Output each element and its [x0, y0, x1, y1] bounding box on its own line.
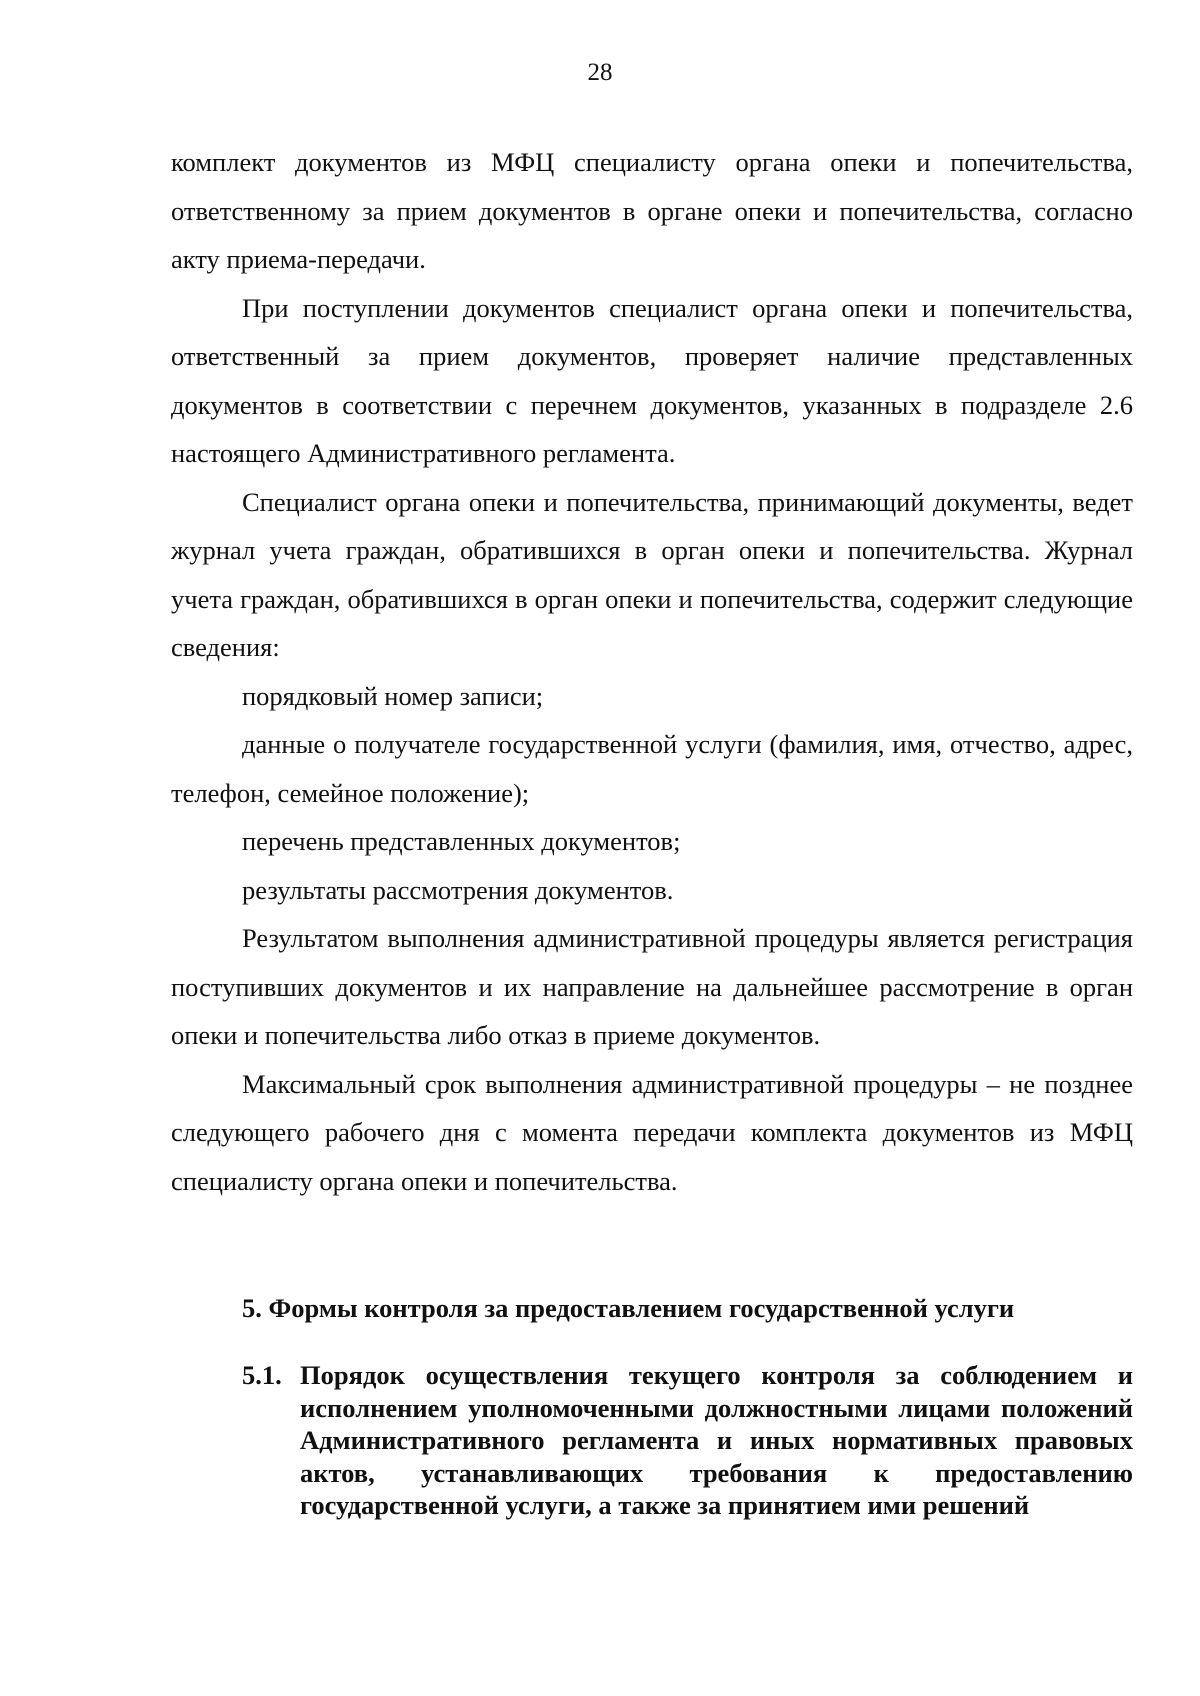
list-item-document-list: перечень представленных документов; — [242, 826, 681, 856]
list-item-recipient-data: данные о получателе государственной услуги (фамилия, имя, отчество, адрес, телефон, семейное положение); — [171, 729, 1133, 808]
paragraph-continuation: комплект документов из МФЦ специалисту органа опеки и попечительства, ответственному за прием документов в органе опеки и попечительства, согласно акту приема-передачи. — [171, 147, 1133, 274]
page-number: 28 — [587, 59, 613, 86]
paragraph-journal: Специалист органа опеки и попечительства, принимающий документы, ведет журнал учета граждан, обратившихся в орган опеки и попечительства. Журнал учета граждан, обратившихся в орган опеки и попечительства, содержит следующие сведения: — [171, 486, 1133, 662]
section-heading: 5. Формы контроля за предоставлением государственной услуги — [242, 1293, 1015, 1323]
subsection-heading — [242, 1359, 1133, 1522]
paragraph-deadline: Максимальный срок выполнения административной процедуры – не позднее следующего рабочего дня с момента передачи комплекта документов из МФЦ специалисту органа опеки и попечительства. — [171, 1068, 1133, 1196]
list-item-record-number: порядковый номер записи; — [242, 680, 544, 711]
paragraph-document-receipt: При поступлении документов специалист органа опеки и попечительства, ответственный за прием документов, проверяет наличие представленных документов в соответствии с перечнем документов, указанных в подразделе 2.6 настоящего Административного регламента. — [171, 292, 1133, 468]
paragraph-result: Результатом выполнения административной процедуры является регистрация поступивших документов и их направление на дальнейшее рассмотрение в орган опеки и попечительства либо отказ в приеме документов. — [171, 923, 1133, 1050]
subsection-number: 5.1. — [242, 1360, 282, 1390]
list-item-review-results: результаты рассмотрения документов. — [242, 874, 674, 905]
body-text — [171, 138, 1133, 1205]
subsection-title: Порядок осуществления текущего контроля за соблюдением и исполнением уполномоченными должностными лицами положений Административного регламента и иных нормативных правовых актов, устанавливающих требования к предоставлению государственной услуги, а также за принятием ими решений — [300, 1360, 1133, 1521]
